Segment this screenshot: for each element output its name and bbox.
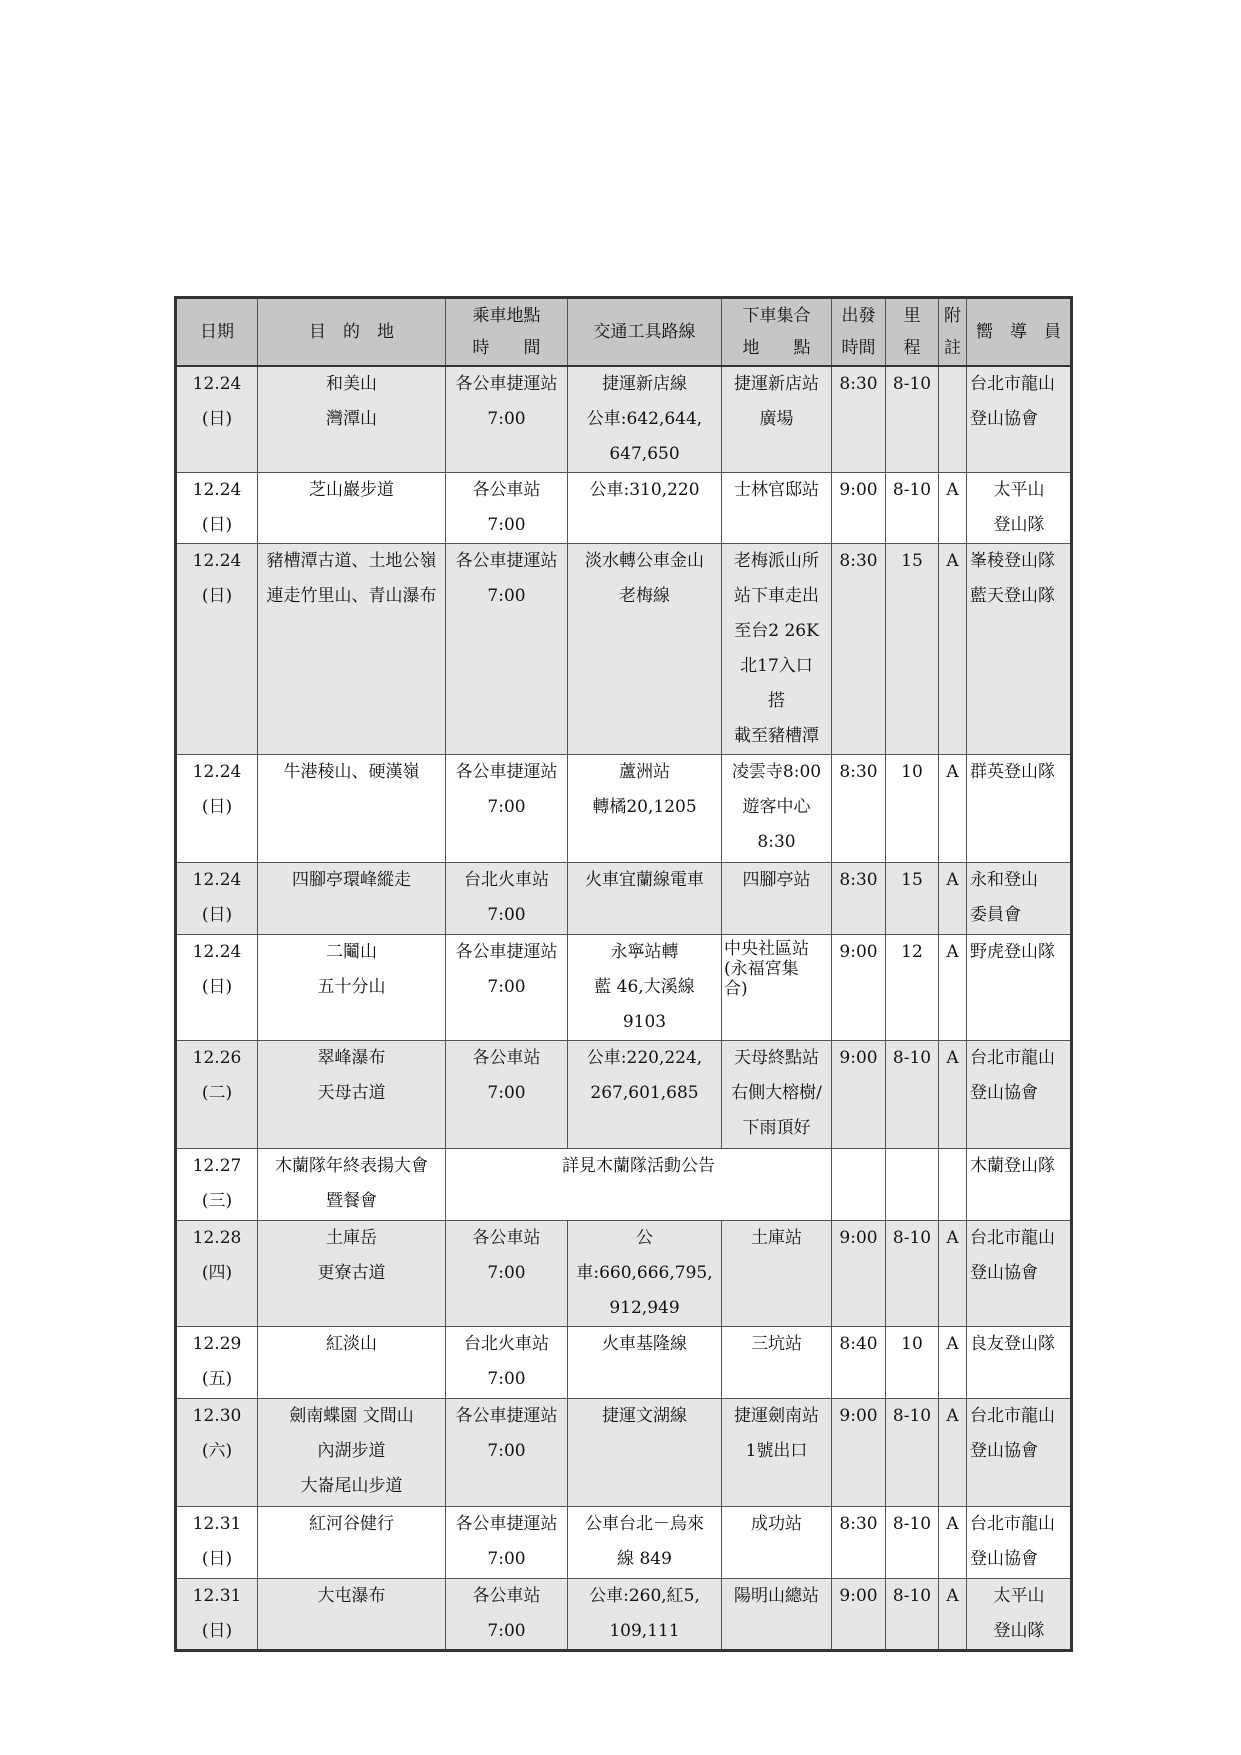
cell-date-line: (日) [201, 1620, 233, 1641]
cell-destination-line: 大屯瀑布 [317, 1585, 386, 1606]
cell-destination-line: 四腳亭環峰縱走 [292, 869, 411, 890]
cell-date [176, 862, 258, 934]
cell-meeting-line: 捷運劍南站 [734, 1405, 819, 1426]
cell-boarding [446, 934, 568, 1040]
table-row [176, 1148, 1072, 1220]
cell-note: A [939, 1040, 967, 1148]
cell-meeting-line: 下雨頂好 [742, 1117, 811, 1138]
cell-meeting [722, 1398, 832, 1506]
cell-route-line: 公車:220,224, [586, 1047, 703, 1068]
cell-meeting-line: (永福宮集 [724, 958, 799, 979]
cell-boarding-line: 各公車站 [472, 1047, 541, 1068]
cell-meeting-line: 北17入口 搭 [740, 655, 830, 711]
cell-distance: 8-10 [886, 1040, 939, 1148]
cell-note: A [939, 543, 967, 754]
cell-date-line: 12.24 [192, 373, 242, 394]
cell-meeting [722, 543, 832, 754]
cell-distance: 8-10 [886, 1220, 939, 1326]
cell-note: A [939, 934, 967, 1040]
cell-route-line: 蘆洲站 [619, 761, 670, 782]
cell-route-line: 永寧站轉 [610, 941, 679, 962]
table-row [176, 1326, 1072, 1398]
cell-meeting-line: 遊客中心 [742, 796, 811, 817]
cell-meeting-line: 站下車走出 [734, 585, 819, 606]
cell-note: A [939, 1578, 967, 1650]
cell-route [568, 1220, 722, 1326]
cell-meeting-line: 載至豬槽潭 [734, 725, 819, 746]
cell-distance: 8-10 [886, 1398, 939, 1506]
cell-boarding-line: 各公車捷運站 [455, 1405, 558, 1426]
cell-note: A [939, 754, 967, 862]
cell-date-line: (日) [201, 408, 233, 429]
cell-distance: 15 [886, 543, 939, 754]
cell-guide [967, 1220, 1072, 1326]
cell-boarding-line: 7:00 [487, 1440, 526, 1461]
cell-guide-line: 台北市龍山 [970, 1047, 1055, 1068]
cell-meeting-line: 廣場 [759, 408, 794, 429]
cell-depart-time: 8:30 [832, 543, 886, 754]
table-row [176, 1398, 1072, 1506]
cell-meeting-line: 8:30 [757, 831, 796, 852]
cell-distance: 15 [886, 862, 939, 934]
cell-boarding-line: 7:00 [487, 1620, 526, 1641]
cell-date-line: (日) [201, 796, 233, 817]
cell-destination-line: 五十分山 [317, 976, 386, 997]
cell-boarding [446, 1326, 568, 1398]
cell-destination [258, 934, 446, 1040]
cell-meeting [722, 754, 832, 862]
cell-depart-time [832, 1148, 886, 1220]
activity-schedule-table [174, 296, 1073, 1652]
cell-guide-line: 登山協會 [970, 1548, 1038, 1569]
table-row [176, 1578, 1072, 1650]
cell-destination [258, 1148, 446, 1220]
header-note: 附 註 [939, 298, 967, 366]
cell-destination [258, 1398, 446, 1506]
cell-guide [967, 862, 1072, 934]
cell-boarding-line: 7:00 [487, 1548, 526, 1569]
cell-guide-line: 登山隊 [993, 514, 1045, 535]
cell-date-line: 12.24 [192, 550, 242, 571]
cell-meeting [722, 1326, 832, 1398]
header-boarding: 乘車地點 時 間 [446, 298, 568, 366]
cell-destination-line: 暨餐會 [326, 1190, 377, 1211]
cell-date-line: (日) [201, 585, 233, 606]
cell-route-line: 轉橘20,1205 [592, 796, 697, 817]
cell-guide [967, 1148, 1072, 1220]
header-distance: 里 程 [886, 298, 939, 366]
cell-boarding-line: 各公車站 [472, 1585, 541, 1606]
cell-destination-line: 天母古道 [317, 1082, 386, 1103]
cell-guide [967, 1506, 1072, 1578]
cell-note [939, 366, 967, 473]
cell-destination-line: 翠峰瀑布 [317, 1047, 386, 1068]
header-meeting: 下車集合 地 點 [722, 298, 832, 366]
cell-route-line: 公車台北－烏來 [585, 1513, 704, 1534]
cell-date-line: (三) [201, 1190, 233, 1211]
cell-date [176, 1040, 258, 1148]
cell-date [176, 1578, 258, 1650]
cell-meeting-line: 陽明山總站 [734, 1585, 819, 1606]
cell-distance: 8-10 [886, 366, 939, 473]
cell-date-line: (二) [201, 1082, 233, 1103]
cell-destination [258, 1578, 446, 1650]
cell-boarding [446, 754, 568, 862]
cell-boarding-line: 各公車站 [472, 1227, 541, 1248]
cell-boarding-line: 7:00 [487, 1368, 526, 1389]
cell-depart-time: 8:40 [832, 1326, 886, 1398]
cell-destination-line: 和美山 [326, 373, 377, 394]
cell-date-line: 12.30 [192, 1405, 242, 1426]
cell-date-line: 12.28 [192, 1227, 242, 1248]
cell-boarding-line: 各公車捷運站 [455, 1513, 558, 1534]
cell-guide [967, 1578, 1072, 1650]
cell-date-line: 12.31 [192, 1585, 242, 1606]
cell-destination [258, 366, 446, 473]
table-row [176, 862, 1072, 934]
cell-boarding [446, 1398, 568, 1506]
cell-guide-line: 永和登山 [970, 869, 1038, 890]
cell-depart-time: 9:00 [832, 1578, 886, 1650]
schedule-body [176, 366, 1072, 1651]
cell-boarding-line: 7:00 [487, 1262, 526, 1283]
cell-guide-line: 野虎登山隊 [970, 941, 1055, 962]
cell-date [176, 1398, 258, 1506]
cell-boarding-line: 7:00 [487, 796, 526, 817]
cell-boarding-line: 7:00 [487, 514, 526, 535]
cell-meeting [722, 1506, 832, 1578]
header-depart: 出發 時間 [832, 298, 886, 366]
cell-guide [967, 754, 1072, 862]
cell-date [176, 543, 258, 754]
cell-meeting-line: 士林官邸站 [734, 479, 819, 500]
cell-date-line: (四) [201, 1262, 233, 1283]
cell-destination-line: 二鬮山 [326, 941, 377, 962]
cell-guide [967, 934, 1072, 1040]
cell-date [176, 934, 258, 1040]
cell-meeting-line: 合) [724, 978, 748, 999]
cell-date-line: 12.26 [192, 1047, 242, 1068]
cell-date [176, 1326, 258, 1398]
cell-route-line: 647,650 [609, 443, 680, 464]
cell-meeting-line: 土庫站 [751, 1227, 802, 1248]
cell-note: A [939, 1398, 967, 1506]
cell-destination-line: 紅淡山 [326, 1333, 377, 1354]
cell-distance: 10 [886, 754, 939, 862]
cell-route-line: 公車:260,紅5, [589, 1585, 700, 1606]
cell-guide-line: 藍天登山隊 [970, 585, 1055, 606]
cell-meeting [722, 862, 832, 934]
cell-distance: 10 [886, 1326, 939, 1398]
cell-route-line: 線 849 [617, 1548, 672, 1569]
cell-guide-line: 台北市龍山 [970, 1405, 1055, 1426]
cell-distance: 8-10 [886, 1578, 939, 1650]
cell-meeting-line: 老梅派山所 [734, 550, 819, 571]
cell-date [176, 472, 258, 543]
cell-destination [258, 1220, 446, 1326]
table-row [176, 1220, 1072, 1326]
cell-meeting [722, 472, 832, 543]
cell-guide [967, 1398, 1072, 1506]
cell-boarding [446, 1506, 568, 1578]
cell-boarding-line: 各公車捷運站 [455, 550, 558, 571]
cell-destination [258, 1326, 446, 1398]
cell-boarding [446, 1220, 568, 1326]
cell-destination-line: 木蘭隊年終表揚大會 [275, 1155, 428, 1176]
cell-note [939, 1148, 967, 1220]
cell-note: A [939, 1506, 967, 1578]
cell-route-line: 老梅線 [619, 585, 670, 606]
cell-boarding [446, 1040, 568, 1148]
cell-depart-time: 8:30 [832, 862, 886, 934]
cell-guide-line: 峯稜登山隊 [970, 550, 1055, 571]
cell-date-line: 12.24 [192, 941, 242, 962]
cell-guide [967, 1326, 1072, 1398]
cell-route-line: 109,111 [609, 1620, 680, 1641]
cell-boarding-line: 7:00 [487, 585, 526, 606]
table-row [176, 366, 1072, 473]
cell-guide-line: 太平山 [993, 1585, 1045, 1606]
cell-date-line: 12.29 [192, 1333, 242, 1354]
cell-route-line: 公車:660,666,795, [576, 1227, 713, 1283]
cell-date-line: (六) [201, 1440, 233, 1461]
cell-guide-line: 委員會 [970, 904, 1021, 925]
cell-destination-line: 豬槽潭古道、土地公嶺 [266, 550, 437, 571]
cell-route-line: 淡水轉公車金山 [585, 550, 704, 571]
cell-meeting [722, 934, 832, 1040]
cell-guide-line: 登山協會 [970, 408, 1038, 429]
cell-guide-line: 登山協會 [970, 1440, 1038, 1461]
table-row [176, 1040, 1072, 1148]
cell-destination-line: 內湖步道 [317, 1440, 386, 1461]
cell-guide [967, 543, 1072, 754]
cell-route-line: 公車:642,644, [586, 408, 703, 429]
cell-depart-time: 9:00 [832, 1040, 886, 1148]
cell-route-line: 火車宜蘭線電車 [585, 869, 704, 890]
cell-guide-line: 登山協會 [970, 1262, 1038, 1283]
cell-date [176, 366, 258, 473]
cell-route-line: 火車基隆線 [602, 1333, 687, 1354]
cell-boarding-line: 各公車捷運站 [455, 941, 558, 962]
table-row [176, 543, 1072, 754]
cell-date [176, 1148, 258, 1220]
cell-destination-line: 劍南蝶園 文間山 [289, 1405, 414, 1426]
cell-boarding [446, 1578, 568, 1650]
table-row [176, 754, 1072, 862]
cell-route-line: 公車:310,220 [589, 479, 700, 500]
cell-destination-line: 大崙尾山步道 [300, 1475, 403, 1496]
cell-date-line: 12.24 [192, 761, 242, 782]
cell-depart-time: 8:30 [832, 754, 886, 862]
cell-distance: 12 [886, 934, 939, 1040]
cell-route [568, 862, 722, 934]
cell-boarding-line: 7:00 [487, 408, 526, 429]
cell-depart-time: 9:00 [832, 472, 886, 543]
cell-guide [967, 1040, 1072, 1148]
cell-depart-time: 9:00 [832, 1220, 886, 1326]
cell-meeting-line: 1號出口 [745, 1440, 808, 1461]
cell-destination-line: 灣潭山 [326, 408, 377, 429]
cell-meeting [722, 366, 832, 473]
cell-meeting-line: 右側大榕樹/ [731, 1082, 822, 1103]
cell-meeting-line: 凌雲寺8:00 [731, 761, 822, 782]
cell-guide-line: 群英登山隊 [970, 761, 1055, 782]
cell-merged-info: 詳見木蘭隊活動公告 [446, 1148, 832, 1220]
header-row [176, 298, 1072, 366]
cell-boarding [446, 543, 568, 754]
cell-guide-line: 木蘭登山隊 [970, 1155, 1055, 1176]
cell-route [568, 934, 722, 1040]
cell-destination [258, 862, 446, 934]
cell-guide-line: 台北市龍山 [970, 1227, 1055, 1248]
header-date: 日期 [176, 298, 258, 366]
cell-boarding-line: 7:00 [487, 976, 526, 997]
cell-depart-time: 8:30 [832, 1506, 886, 1578]
cell-meeting-line: 四腳亭站 [742, 869, 811, 890]
table-row [176, 934, 1072, 1040]
cell-destination-line: 土庫岳 [326, 1227, 377, 1248]
cell-meeting [722, 1040, 832, 1148]
cell-distance: 8-10 [886, 1506, 939, 1578]
cell-destination-line: 牛港稜山、硬漢嶺 [283, 761, 420, 782]
header-guide: 嚮 導 員 [967, 298, 1072, 366]
cell-boarding-line: 各公車捷運站 [455, 373, 558, 394]
cell-meeting-line: 至台2 26K [734, 620, 819, 641]
header-route: 交通工具路線 [568, 298, 722, 366]
cell-route-line: 912,949 [609, 1297, 680, 1318]
cell-destination [258, 543, 446, 754]
cell-destination-line: 紅河谷健行 [309, 1513, 394, 1534]
cell-route-line: 藍 46,大溪線 9103 [594, 976, 695, 1032]
cell-meeting [722, 1578, 832, 1650]
cell-note: A [939, 472, 967, 543]
cell-destination [258, 472, 446, 543]
cell-meeting-line: 成功站 [751, 1513, 802, 1534]
cell-route [568, 1326, 722, 1398]
cell-meeting-line: 中央社區站 [724, 938, 809, 959]
cell-destination-line: 芝山巖步道 [309, 479, 394, 500]
header-destination: 目 的 地 [258, 298, 446, 366]
cell-route [568, 754, 722, 862]
cell-date-line: (日) [201, 514, 233, 535]
cell-boarding [446, 366, 568, 473]
cell-note: A [939, 1326, 967, 1398]
cell-route [568, 472, 722, 543]
cell-distance: 8-10 [886, 472, 939, 543]
cell-note: A [939, 862, 967, 934]
table-row [176, 1506, 1072, 1578]
cell-destination [258, 1506, 446, 1578]
cell-meeting-line: 天母終點站 [734, 1047, 819, 1068]
cell-meeting [722, 1220, 832, 1326]
cell-destination-line: 連走竹里山、青山瀑布 [266, 585, 437, 606]
cell-route [568, 1506, 722, 1578]
cell-guide-line: 台北市龍山 [970, 373, 1055, 394]
cell-meeting-line: 三坑站 [751, 1333, 802, 1354]
cell-boarding [446, 862, 568, 934]
cell-depart-time: 9:00 [832, 1398, 886, 1506]
cell-date-line: 12.31 [192, 1513, 242, 1534]
cell-date [176, 754, 258, 862]
cell-route-line: 267,601,685 [590, 1082, 699, 1103]
cell-route [568, 1040, 722, 1148]
cell-destination [258, 1040, 446, 1148]
cell-guide-line: 太平山 [993, 479, 1045, 500]
cell-boarding-line: 台北火車站 [464, 1333, 549, 1354]
cell-boarding-line: 7:00 [487, 1082, 526, 1103]
cell-guide-line: 登山隊 [993, 1620, 1045, 1641]
cell-distance [886, 1148, 939, 1220]
cell-route [568, 1578, 722, 1650]
table-row [176, 472, 1072, 543]
cell-route-line: 捷運文湖線 [602, 1405, 687, 1426]
cell-destination-line: 更寮古道 [317, 1262, 386, 1283]
cell-date-line: (五) [201, 1368, 233, 1389]
cell-date-line: (日) [201, 976, 233, 997]
cell-boarding-line: 各公車站 [472, 479, 541, 500]
cell-route-line: 捷運新店線 [602, 373, 687, 394]
cell-date [176, 1506, 258, 1578]
cell-boarding [446, 472, 568, 543]
cell-guide [967, 366, 1072, 473]
cell-route [568, 543, 722, 754]
cell-guide [967, 472, 1072, 543]
cell-boarding-line: 台北火車站 [464, 869, 549, 890]
cell-depart-time: 8:30 [832, 366, 886, 473]
cell-guide-line: 良友登山隊 [970, 1333, 1055, 1354]
cell-date-line: 12.24 [192, 479, 242, 500]
cell-date-line: (日) [201, 904, 233, 925]
cell-date-line: 12.24 [192, 869, 242, 890]
cell-guide-line: 登山協會 [970, 1082, 1038, 1103]
cell-date [176, 1220, 258, 1326]
cell-depart-time: 9:00 [832, 934, 886, 1040]
cell-meeting-line: 捷運新店站 [734, 373, 819, 394]
cell-destination [258, 754, 446, 862]
cell-route [568, 366, 722, 473]
cell-boarding-line: 7:00 [487, 904, 526, 925]
cell-guide-line: 台北市龍山 [970, 1513, 1055, 1534]
cell-boarding-line: 各公車捷運站 [455, 761, 558, 782]
cell-date-line: 12.27 [192, 1155, 242, 1176]
cell-note: A [939, 1220, 967, 1326]
cell-route [568, 1398, 722, 1506]
cell-date-line: (日) [201, 1548, 233, 1569]
